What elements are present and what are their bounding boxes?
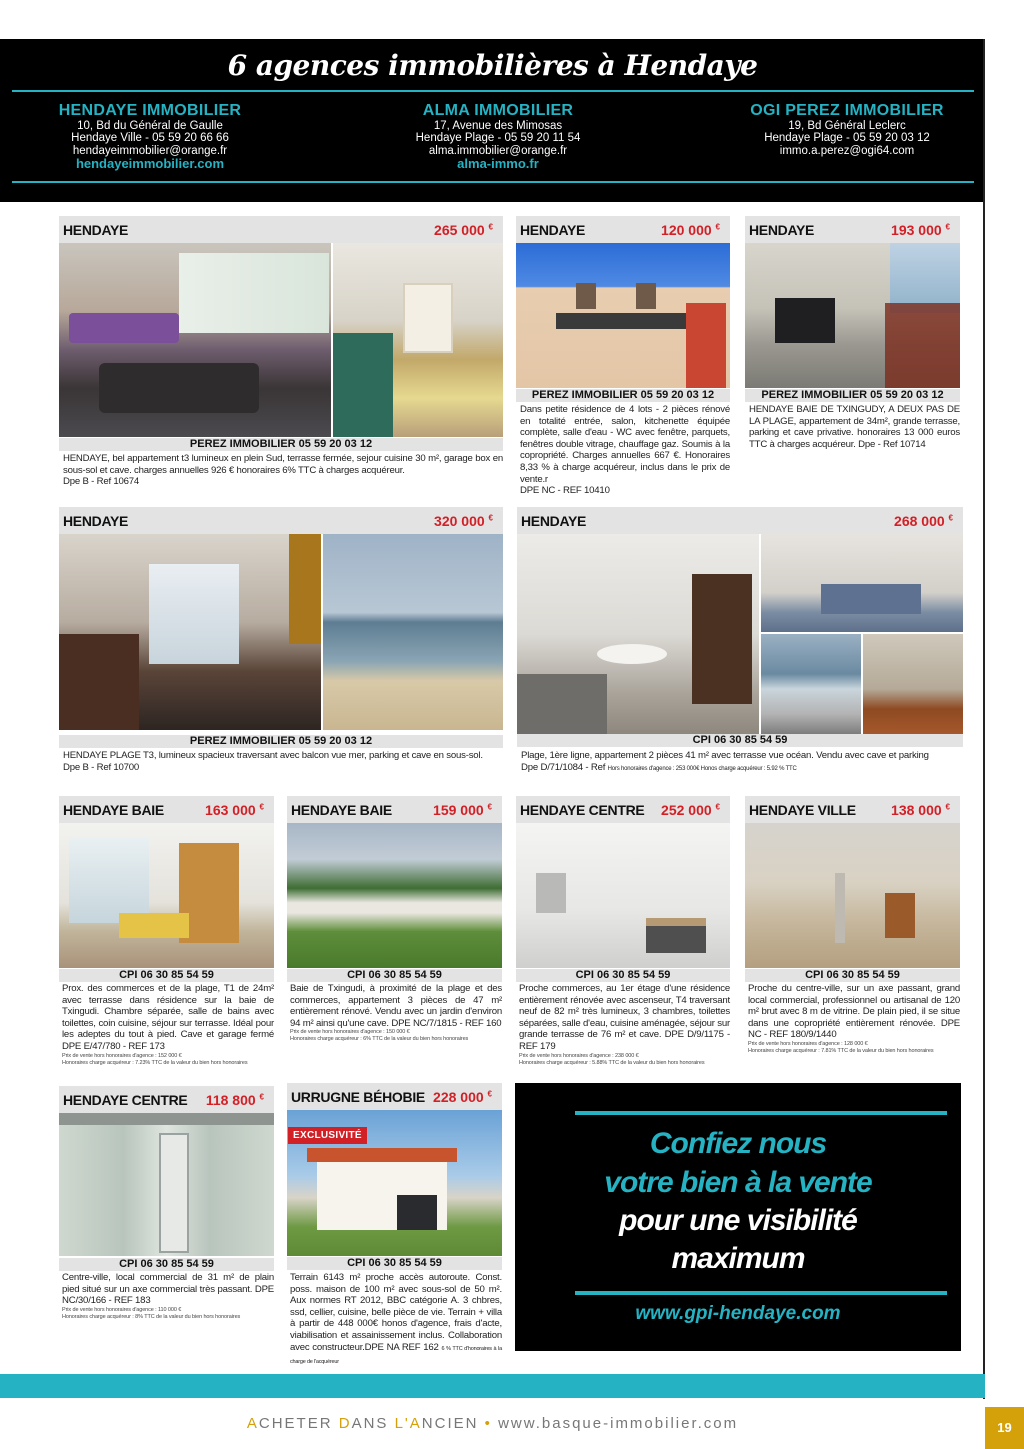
agency-address: 10, Bd du Général de Gaulle [77, 119, 223, 132]
listing-card[interactable] [287, 796, 502, 1066]
listing-photo-bedroom [761, 534, 963, 632]
agencies-header [0, 39, 985, 202]
listing-header [516, 796, 730, 823]
listing-header [516, 216, 730, 243]
agency-name: HENDAYE IMMOBILIER [58, 102, 242, 119]
footer-tagline: ACHETER DANS L'ANCIEN • www.basque-immobilier.com [246, 1415, 739, 1432]
listing-photo-balcony [761, 634, 861, 734]
listing-agent-contact: CPI 06 30 85 54 59 [59, 1258, 274, 1271]
agency-email[interactable]: immo.a.perez@ogi64.com [779, 144, 915, 157]
page-number: 19 [985, 1407, 1024, 1449]
promo-line-2: votre bien à la vente [604, 1166, 872, 1199]
listing-description: Proche du centre-ville, sur un axe passant, grand local commercial, professionnel ou artisanal de 120 m² brut avec 8 m de vitrine. De plain pied, il se situe dans une copropriété entièrement rénovée. DPE NC - REF 180/9/1440 Prix de vente hors honoraires d'agence : 128 000 € Honoraires charge acquéreur : 7.81% TTC de la valeur du bien hors honoraires [748, 983, 960, 1054]
listing-city: HENDAYE [520, 222, 586, 238]
listing-card[interactable] [745, 796, 960, 1066]
listing-city: HENDAYE [749, 222, 815, 238]
listing-photo-living-room [59, 534, 321, 730]
listing-photo-kitchen [517, 534, 759, 734]
listing-agent-contact: CPI 06 30 85 54 59 [59, 969, 274, 982]
listing-city: HENDAYE [63, 513, 129, 529]
listing-description: Terrain 6143 m² proche accès autoroute. Const. poss. maison de 100 m² avec sous-sol de 50 m². Aux normes RT 2012, BBC catégorie A. 3 chbres, ssd, cellier, cuisine, belle pièce de vie. Terrain + villa à partir de 448 000€ honos d'agence, frais d'acte, viabilisation et assainissement inclus. Collaboration avec constructeur.DPE NA REF 162 6 % TTC d'honoraires à la charge de l'acquéreur [290, 1272, 503, 1366]
listing-description: HENDAYE, bel appartement t3 lumineux en plein Sud, terrasse fermée, sejour cuisine 30 m², garage box en sous-sol et cave. charges annuelles 926 € honoraires 6% TTC à charges acquéreur. Dpe B - Ref 10674 [63, 453, 503, 488]
listing-header [59, 796, 274, 823]
agency-phone: Hendaye Ville - 05 59 20 66 66 [71, 132, 229, 144]
agency-alma-immobilier [348, 102, 648, 171]
listing-city: HENDAYE CENTRE [520, 802, 645, 818]
listing-price: 320 000 € [434, 513, 493, 529]
listing-price: 120 000 € [661, 222, 720, 238]
listing-description: Baie de Txingudi, à proximité de la plage et des commerces, appartement 3 pièces de 47 m² entièrement rénové. Vendu avec un jardin d'environ 94 m² ainsi qu'une cave. DPE NC/7/1815 - REF 160 Prix de vente hors honoraires d'agence : 150 000 € Honoraires charge acquéreur : 6% TTC de la valeur du bien hors honoraires [290, 983, 502, 1043]
listing-card[interactable] [287, 1083, 503, 1366]
footer-band [0, 1374, 985, 1398]
agency-name: OGI PEREZ IMMOBILIER [750, 102, 944, 119]
listing-city: HENDAYE [63, 222, 129, 238]
listing-description: HENDAYE BAIE DE TXINGUDY, A DEUX PAS DE LA PLAGE, appartement de 34m², grande terrasse, parking et cave privative. honoraires 13 000 euros TTC à charges acquéreur. Dpe - Ref 10714 [749, 404, 960, 450]
listing-card[interactable] [517, 507, 963, 777]
listing-card[interactable] [59, 216, 503, 496]
promo-line-3: pour une visibilité [619, 1204, 857, 1237]
listing-header [745, 216, 960, 243]
listing-photo-terrace [333, 243, 503, 437]
listing-price: 265 000 € [434, 222, 493, 238]
agency-name: ALMA IMMOBILIER [422, 102, 574, 119]
listing-description: Proche commerces, au 1er étage d'une résidence entièrement rénovée avec ascenseur, T4 traversant neuf de 82 m² très lumineux, 3 chambres, toilettes séparées, salle d'eau, cuisine aménagée, séjour sur grande terrasse de 76 m² et cave. DPE D/9/1175 - REF 179 Prix de vente hors honoraires d'agence : 238 000 € Honoraires charge acquéreur : 5.88% TTC de la valeur du bien hors honoraires [519, 983, 730, 1066]
listing-price: 118 800 € [205, 1092, 264, 1108]
listing-card[interactable] [516, 216, 730, 496]
listing-card[interactable] [516, 796, 730, 1066]
listing-card[interactable] [59, 796, 274, 1066]
listing-description: Plage, 1ère ligne, appartement 2 pièces 41 m² avec terrasse vue océan. Vendu avec cave et parking Dpe D/71/1084 - Ref Hors honoraires d'agence : 253 000€ Honos charge acquéreur : 5.92 % TTC [521, 750, 929, 773]
listing-description: Dans petite résidence de 4 lots - 2 pièces rénové en totalité entrée, salon, kitchenette équipée complète, salle d'eau - WC avec fenêtre, parquets, fenêtres double vitrage, chauffage gaz. Soumis à la copropriété. Charges annuelles 667 €. Honoraires 8,33 % à charge acquéreur, inclus dans le prix de vente.r DPE NC - REF 10410 [520, 404, 730, 497]
listing-header [287, 1083, 502, 1110]
agency-website-link[interactable]: hendayeimmobilier.com [75, 156, 225, 171]
listing-photo-garden [287, 823, 502, 968]
listing-agent-contact: CPI 06 30 85 54 59 [287, 1257, 502, 1270]
listing-photo-kitchen [516, 823, 730, 968]
listing-photo-building [516, 243, 730, 388]
exclusivity-badge: EXCLUSIVITÉ [288, 1127, 367, 1144]
listing-agent-contact: PEREZ IMMOBILIER 05 59 20 03 12 [745, 389, 960, 402]
listing-photo-sea-view [323, 534, 503, 730]
footer-website-link[interactable]: www.basque-immobilier.com [498, 1415, 739, 1432]
header-rule-bottom [12, 181, 974, 183]
listing-header [59, 216, 503, 243]
listing-photo-shopfront [59, 1113, 274, 1256]
listing-description: Centre-ville, local commercial de 31 m² de plain pied situé sur un axe commercial très passant. DPE NC/30/166 - REF 183 Prix de vente hors honoraires d'agence : 110 000 € Honoraires charge acquéreur : 8% TTC de la valeur du bien hors honoraires [62, 1272, 274, 1320]
agency-ogi-perez-immobilier [697, 102, 997, 157]
listing-agent-contact: CPI 06 30 85 54 59 [287, 969, 502, 982]
promo-banner[interactable] [515, 1083, 961, 1351]
agency-email[interactable]: alma.immobilier@orange.fr [428, 144, 568, 157]
page-edge-line [983, 39, 985, 1399]
listing-price: 163 000 € [205, 802, 264, 818]
agency-phone: Hendaye Plage - 05 59 20 11 54 [415, 132, 581, 144]
listing-price: 268 000 € [894, 513, 953, 529]
listing-photo-terrace [745, 243, 960, 388]
agency-website-link[interactable]: alma-immo.fr [457, 156, 539, 171]
listing-photo-commercial-space [745, 823, 960, 968]
listing-city: HENDAYE CENTRE [63, 1092, 188, 1108]
listing-city: HENDAYE BAIE [291, 802, 392, 818]
promo-rule-top [575, 1111, 947, 1115]
listing-agent-contact: PEREZ IMMOBILIER 05 59 20 03 12 [59, 438, 503, 451]
listing-description: Prox. des commerces et de la plage, T1 de 24m² avec terrasse dans résidence sur la baie de Txingudi. Chambre séparée, salle de bains avec toilettes, coin cuisine, séjour sur terrasse. Idéal pour les adeptes du tout à pied. Cave et garage fermé DPE E/47/780 - REF 173 Prix de vente hors honoraires d'agence : 152 000 € Honoraires charge acquéreur : 7.23% TTC de la valeur du bien hors honoraires [62, 983, 274, 1066]
listing-price: 252 000 € [661, 802, 720, 818]
header-rule-top [12, 90, 974, 92]
listing-photo-living-room [59, 243, 331, 437]
listing-price: 138 000 € [891, 802, 950, 818]
agency-email[interactable]: hendayeimmobilier@orange.fr [72, 144, 228, 157]
agency-hendaye-immobilier [0, 102, 300, 171]
agency-address: 19, Bd Général Leclerc [788, 119, 906, 132]
promo-line-1: Confiez nous [649, 1127, 827, 1160]
listing-agent-contact: CPI 06 30 85 54 59 [745, 969, 960, 982]
header-title: 6 agences immobilières à Hendaye [227, 49, 758, 82]
promo-rule-bottom [575, 1291, 947, 1295]
listing-header [59, 1086, 274, 1113]
listing-agent-contact: PEREZ IMMOBILIER 05 59 20 03 12 [516, 389, 730, 402]
listing-city: HENDAYE BAIE [63, 802, 164, 818]
listing-city: URRUGNE BÉHOBIE [291, 1089, 425, 1105]
promo-website-link[interactable]: www.gpi-hendaye.com [635, 1303, 841, 1324]
listing-agent-contact: CPI 06 30 85 54 59 [517, 734, 963, 747]
listing-header [745, 796, 960, 823]
agency-address: 17, Avenue des Mimosas [433, 119, 563, 132]
listing-header [59, 507, 503, 534]
listing-city: HENDAYE [521, 513, 587, 529]
listing-price: 193 000 € [891, 222, 950, 238]
listing-agent-contact: CPI 06 30 85 54 59 [516, 969, 730, 982]
promo-line-4: maximum [671, 1242, 805, 1275]
listing-header [287, 796, 502, 823]
listing-card[interactable] [59, 507, 503, 777]
listing-city: HENDAYE VILLE [749, 802, 856, 818]
listing-price: 159 000 € [433, 802, 492, 818]
agency-phone: Hendaye Plage - 05 59 20 03 12 [764, 132, 930, 144]
listing-agent-contact: PEREZ IMMOBILIER 05 59 20 03 12 [59, 735, 503, 748]
listing-description: HENDAYE PLAGE T3, lumineux spacieux traversant avec balcon vue mer, parking et cave en sous-sol. Dpe B - Ref 10700 [63, 750, 483, 773]
listing-price: 228 000 € [433, 1089, 492, 1105]
listing-photo-room [863, 634, 963, 734]
listing-card[interactable] [745, 216, 960, 496]
listing-card[interactable] [59, 1086, 274, 1346]
listing-header [517, 507, 963, 534]
listing-photo-studio [59, 823, 274, 968]
